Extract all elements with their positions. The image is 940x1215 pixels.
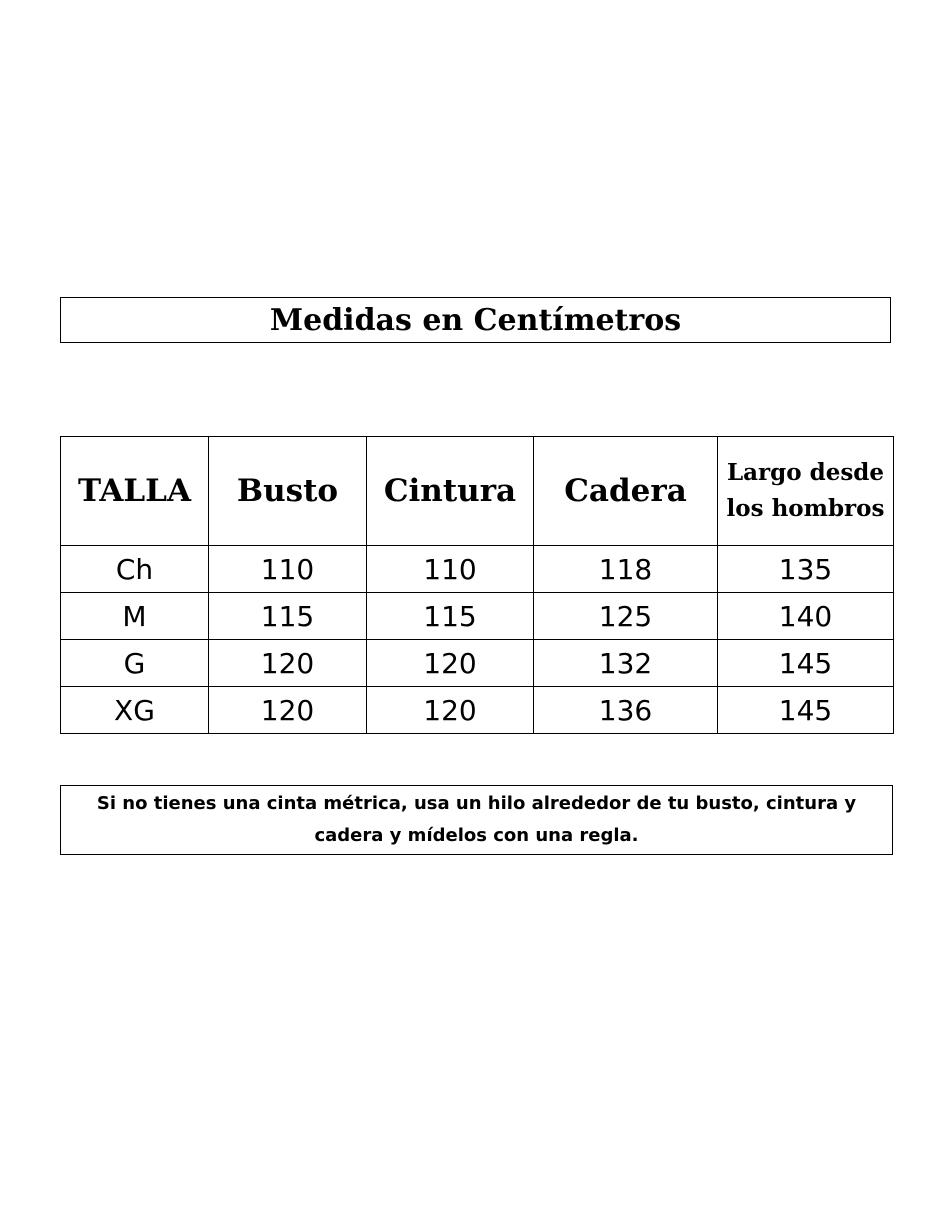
table-row [61,687,894,734]
column-header-talla: TALLA [61,437,209,546]
cell-size: M [61,593,209,640]
cell-cintura: 120 [367,640,534,687]
column-header-largo: Largo desde los hombros [718,437,894,546]
cell-cadera: 118 [534,546,718,593]
cell-largo: 135 [718,546,894,593]
measuring-tip-note: Si no tienes una cinta métrica, usa un hilo alrededor de tu busto, cintura y cadera y mídelos con una regla. [60,785,893,855]
table-header-row [61,437,894,546]
cell-largo: 145 [718,687,894,734]
cell-cintura: 110 [367,546,534,593]
table-row [61,593,894,640]
cell-largo: 145 [718,640,894,687]
cell-cadera: 125 [534,593,718,640]
cell-largo: 140 [718,593,894,640]
table-row [61,640,894,687]
cell-cadera: 132 [534,640,718,687]
table-row [61,546,894,593]
cell-busto: 110 [209,546,367,593]
column-header-cadera: Cadera [534,437,718,546]
cell-cadera: 136 [534,687,718,734]
cell-size: XG [61,687,209,734]
cell-cintura: 120 [367,687,534,734]
page-title: Medidas en Centímetros [60,297,891,343]
size-table [60,436,894,734]
cell-size: Ch [61,546,209,593]
cell-busto: 120 [209,687,367,734]
column-header-cintura: Cintura [367,437,534,546]
column-header-busto: Busto [209,437,367,546]
cell-size: G [61,640,209,687]
cell-busto: 115 [209,593,367,640]
cell-cintura: 115 [367,593,534,640]
cell-busto: 120 [209,640,367,687]
